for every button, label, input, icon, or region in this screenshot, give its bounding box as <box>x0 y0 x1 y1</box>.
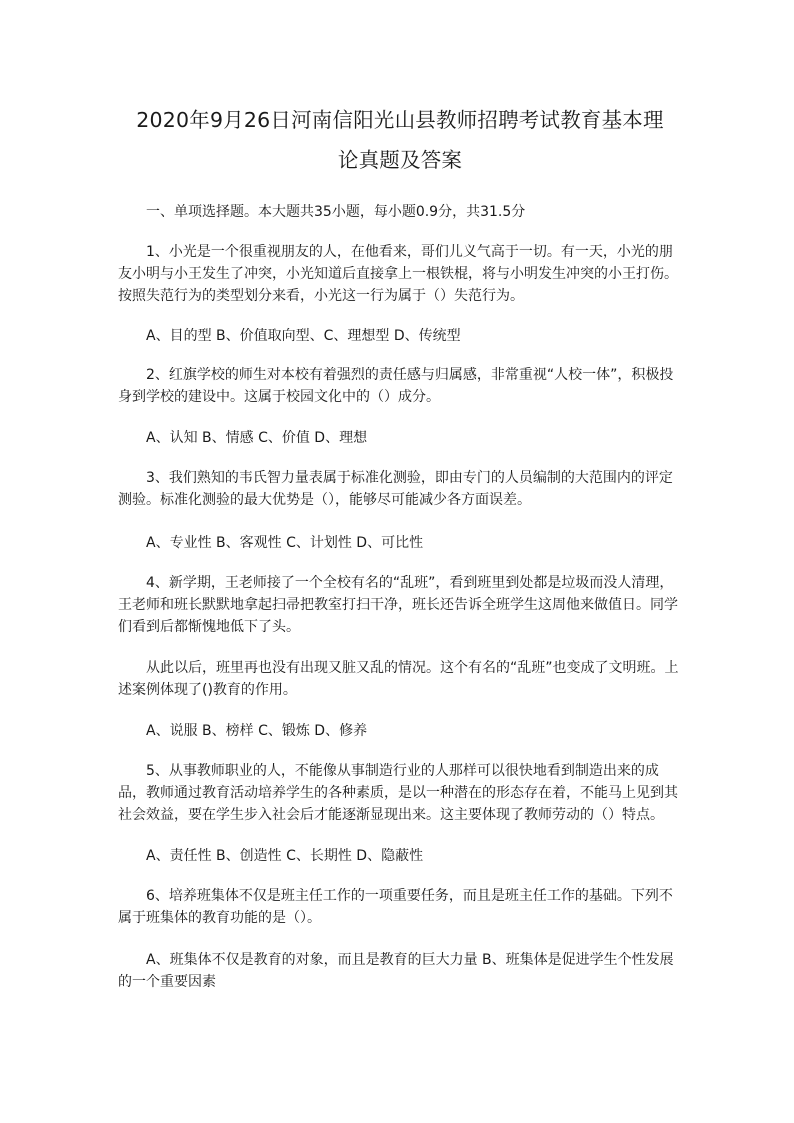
question-5-options: A、责任性 B、创造性 C、长期性 D、隐蔽性 <box>146 848 424 864</box>
question-3: 3、我们熟知的韦氏智力量表属于标准化测验，即由专门的人员编制的大范围内的评定测验。标准化测验的最大优势是（），能够尽可能减少各方面误差。 <box>118 470 673 508</box>
question-4-options: A、说服 B、榜样 C、锻炼 D、修养 <box>146 723 368 739</box>
question-6-options: A、班集体不仅是教育的对象，而且是教育的巨大力量 B、班集体是促进学生个性发展的一个重要因素 <box>118 952 674 990</box>
question-2-options: A、认知 B、情感 C、价值 D、理想 <box>146 430 368 446</box>
section-heading: 一、单项选择题。本大题共35小题，每小题0.9分，共31.5分 <box>146 204 526 220</box>
question-1: 1、小光是一个很重视朋友的人，在他看来，哥们儿义气高于一切。有一天，小光的朋友小明与小王发生了冲突，小光知道后直接拿上一根铁棍，将与小明发生冲突的小王打伤。按照失范行为的类型划分来看，小光这一行为属于（）失范行为。 <box>118 244 678 304</box>
question-4-continued: 从此以后，班里再也没有出现又脏又乱的情况。这个有名的“乱班”也变成了文明班。上述案例体现了()教育的作用。 <box>118 660 679 698</box>
question-2: 2、红旗学校的师生对本校有着强烈的责任感与归属感，非常重视“人校一体”，积极投身到学校的建设中。这属于校园文化中的（）成分。 <box>118 367 674 405</box>
question-3-options: A、专业性 B、客观性 C、计划性 D、可比性 <box>146 535 424 551</box>
question-4: 4、新学期，王老师接了一个全校有名的“乱班”，看到班里到处都是垃圾而没人清理，王老师和班长默默地拿起扫帚把教室打扫干净，班长还告诉全班学生这周他来做值日。同学们看到后都惭愧地低下了头。 <box>118 575 678 635</box>
document-title-line-2: 论真题及答案 <box>337 148 463 172</box>
question-6: 6、培养班集体不仅是班主任工作的一项重要任务，而且是班主任工作的基础。下列不属于班集体的教育功能的是（）。 <box>118 888 673 926</box>
question-1-options: A、目的型 B、价值取向型、C、理想型 D、传统型 <box>146 328 461 344</box>
question-5: 5、从事教师职业的人，不能像从事制造行业的人那样可以很快地看到制造出来的成品，教师通过教育活动培养学生的各种素质，是以一种潜在的形态存在着，不能马上见到其社会效益，要在学生步入社会后才能逐渐显现出来。这主要体现了教师劳动的（）特点。 <box>118 763 678 823</box>
document-title-line-1: 2020年9月26日河南信阳光山县教师招聘考试教育基本理 <box>136 108 664 132</box>
